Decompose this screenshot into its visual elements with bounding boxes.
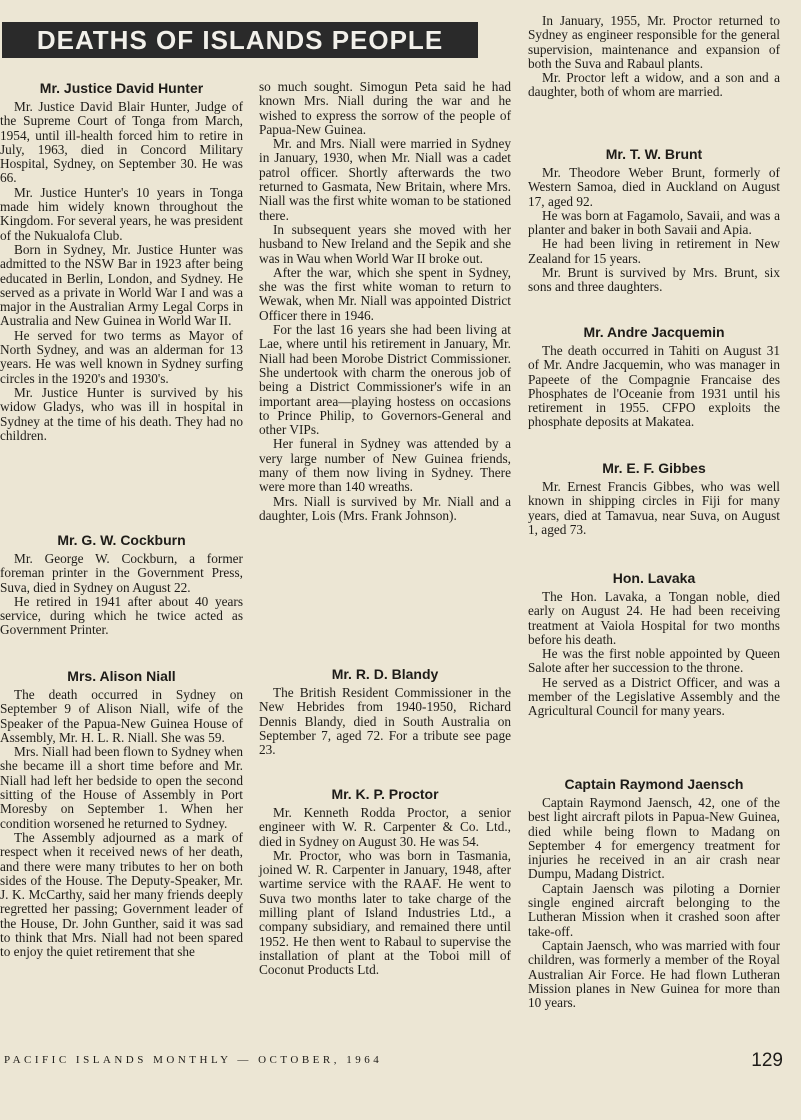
obituary-gibbes: [528, 460, 780, 537]
page-footer: [0, 1050, 801, 1080]
paragraph: Mr. Ernest Francis Gibbes, who was well known in shipping circles in Fiji for many years, died at Tamavua, near Suva, on August 1, aged 73.: [528, 479, 780, 537]
paragraph: Mr. Justice David Blair Hunter, Judge of the Supreme Court of Tonga from March, 1954, until ill-health forced him to retire in July, 1963, died in Concord Military Hospital, Sydney, on September 30. He was 66.: [0, 99, 243, 186]
page-number: 129: [751, 1050, 783, 1071]
heading-gibbes: Mr. E. F. Gibbes: [602, 460, 706, 476]
heading-hunter: Mr. Justice David Hunter: [39, 80, 204, 96]
paragraph: For the last 16 years she had been living at Lae, where until his retirement in January, Mr. Niall had been Morobe District Commissioner. She undertook with charm the onerous job of being a District Commissioner's wife in an important area—playing hostess on occasions to Prince Philip, to Governors-General and other VIPs.: [259, 322, 511, 438]
obituary-hunter: [0, 80, 243, 443]
paragraph: Mrs. Niall had been flown to Sydney when she became ill a short time before and Mr. Niall had left her bedside to open the second sitting of the House of Assembly in Port Moresby on September 1. When her condition worsened he returned to Sydney.: [0, 744, 243, 831]
paragraph: Her funeral in Sydney was attended by a very large number of New Guinea friends, many of them now living in Sydney. There were more than 140 wreaths.: [259, 436, 511, 495]
paragraph: Mr. Justice Hunter is survived by his widow Gladys, who was ill in hospital in Sydney at the time of his death. They had no children.: [0, 384, 243, 443]
paragraph: In January, 1955, Mr. Proctor returned to Sydney as engineer responsible for the general supervision, maintenance and expansion of both the Suva and Rabaul plants.: [528, 13, 780, 71]
paragraph: Mr. Kenneth Rodda Proctor, a senior engineer with W. R. Carpenter & Co. Ltd., died in Sydney on August 30. He was 54.: [259, 805, 511, 849]
obituary-cockburn: [0, 532, 243, 638]
obituary-niall: [0, 668, 243, 960]
heading-niall: Mrs. Alison Niall: [67, 668, 176, 684]
paragraph: The Assembly adjourned as a mark of respect when it received news of her death, and there were many tributes to her on both sides of the House. The Deputy-Speaker, Mr. J. K. McCarthy, said her many friends deeply regretted her passing; Government leader of the House, Dr. John Gunther, said it was sad to think that Mrs. Niall had not been spared to enjoy the quiet retirement that she: [0, 829, 243, 960]
paragraph: He was the first noble appointed by Queen Salote after her succession to the throne.: [528, 646, 780, 676]
paragraph: He served for two terms as Mayor of North Sydney, and was an alderman for 13 years. He was well known in Sydney surfing circles in the 1920's and 1930's.: [0, 327, 243, 386]
obituary-blandy: [259, 666, 511, 757]
paragraph: After the war, which she spent in Sydney, she was the first white woman to return to Wewak, when Mr. Niall was appointed District Officer there in 1946.: [259, 264, 511, 323]
paragraph: Mr. Proctor, who was born in Tasmania, joined W. R. Carpenter in January, 1948, after wartime service with the RAAF. He went to Suva two months later to take charge of the milling plant of Island Industries Ltd., a company subsidiary, and remained there until 1952. He then went to Rabaul to supervise the installation of plant at the Toboi mill of Coconut Products Ltd.: [259, 847, 511, 978]
heading-proctor: Mr. K. P. Proctor: [331, 786, 439, 802]
paragraph: The death occurred in Sydney on September 9 of Alison Niall, wife of the Speaker of the Papua-New Guinea House of Assembly, Mr. H. L. R. Niall. She was 59.: [0, 687, 243, 745]
paragraph: Mr. Brunt is survived by Mrs. Brunt, six sons and three daughters.: [528, 265, 780, 295]
paragraph: Born in Sydney, Mr. Justice Hunter was admitted to the NSW Bar in 1923 after being educated in Berlin, London, and Sydney. He served as a private in World War I and was a major in the Australian Army Legal Corps in Australia and New Guinea in World War II.: [0, 241, 243, 329]
heading-cockburn: Mr. G. W. Cockburn: [57, 532, 186, 548]
paragraph: He had been living in retirement in New Zealand for 15 years.: [528, 236, 780, 266]
paragraph: Mr. Theodore Weber Brunt, formerly of Western Samoa, died in Auckland on August 17, aged 92.: [528, 165, 780, 209]
paragraph: The death occurred in Tahiti on August 31 of Mr. Andre Jacquemin, who was manager in Papeete of the Compagnie Francaise des Phosphates de l'Oceanie from 1931 until his retirement in 1955. CFPO exploits the phosphate deposits at Makatea.: [528, 343, 780, 430]
obituary-jacquemin: [528, 324, 780, 430]
obituary-lavaka: [528, 570, 780, 719]
obituary-brunt: [528, 146, 780, 295]
paragraph: Mr. Proctor left a widow, and a son and a daughter, both of whom are married.: [528, 70, 780, 100]
obituary-proctor-continued: [528, 14, 780, 100]
paragraph: Mr. Justice Hunter's 10 years in Tonga made him widely known throughout the Kingdom. For several years, he was president of the Nukualofa Club.: [0, 184, 243, 243]
obituary-jaensch: [528, 776, 780, 1010]
heading-blandy: Mr. R. D. Blandy: [331, 666, 439, 682]
paragraph: Mr. George W. Cockburn, a former foreman printer in the Government Press, Suva, died in Sydney on August 22.: [0, 551, 243, 595]
obituary-niall-continued: [259, 80, 511, 523]
paragraph: Mr. and Mrs. Niall were married in Sydney in January, 1930, when Mr. Niall was a cadet patrol officer. Shortly afterwards the two returned to Gasmata, New Britain, where Mrs. Niall was the first white woman to be stationed there.: [259, 136, 511, 223]
paragraph: so much sought. Simogun Peta said he had known Mrs. Niall during the war and he wished to express the sorrow of the people of Papua-New Guinea.: [259, 79, 511, 137]
paragraph: He served as a District Officer, and was a member of the Legislative Assembly and the Agricultural Council for many years.: [528, 674, 780, 719]
paragraph: The Hon. Lavaka, a Tongan noble, died early on August 24. He had been receiving treatment at Vaiola Hospital for two months before his death.: [528, 589, 780, 647]
paragraph: In subsequent years she moved with her husband to New Ireland and the Sepik and she was in Wau when World War II broke out.: [259, 221, 511, 266]
paragraph: Captain Jaensch was piloting a Dornier single engined aircraft belonging to the Lutheran Mission when it crashed soon after take-off.: [528, 880, 780, 939]
banner-title: DEATHS OF ISLANDS PEOPLE: [2, 22, 478, 58]
paragraph: He retired in 1941 after about 40 years service, during which he twice acted as Government Printer.: [0, 593, 243, 638]
heading-lavaka: Hon. Lavaka: [612, 570, 696, 586]
heading-jacquemin: Mr. Andre Jacquemin: [583, 324, 725, 340]
paragraph: Captain Jaensch, who was married with four children, was formerly a member of the Royal Australian Air Force. He had flown Lutheran Mission planes in New Guinea for more than 10 years.: [528, 937, 780, 1011]
obituary-proctor: [259, 786, 511, 978]
paragraph: The British Resident Commissioner in the New Hebrides from 1940-1950, Richard Dennis Blandy, died in South Australia on September 7, aged 72. For a tribute see page 23.: [259, 685, 511, 758]
paragraph: Mrs. Niall is survived by Mr. Niall and a daughter, Lois (Mrs. Frank Johnson).: [259, 493, 511, 523]
masthead: PACIFIC ISLANDS MONTHLY — OCTOBER, 1964: [4, 1054, 383, 1066]
paragraph: Captain Raymond Jaensch, 42, one of the best light aircraft pilots in Papua-New Guinea, died while being flown to Madang on September 4 for emergency treatment for injuries he received in an air crash near Dumpu, Madang District.: [528, 795, 780, 882]
heading-brunt: Mr. T. W. Brunt: [605, 146, 703, 162]
heading-jaensch: Captain Raymond Jaensch: [564, 776, 744, 792]
paragraph: He was born at Fagamolo, Savaii, and was a planter and baker in both Savaii and Apia.: [528, 207, 780, 238]
